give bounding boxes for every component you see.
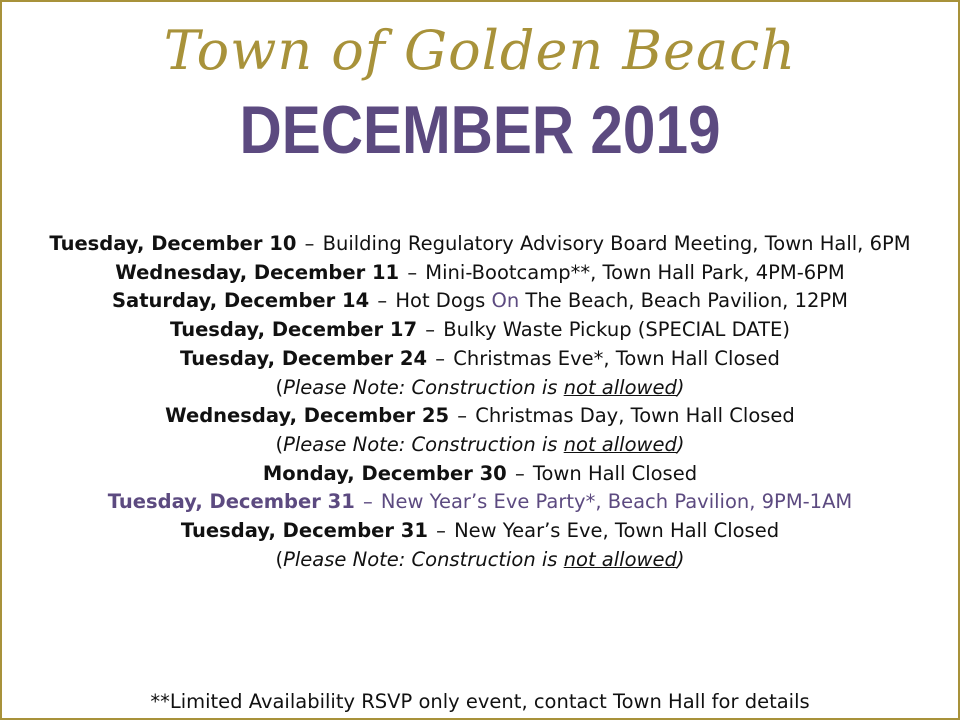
note-underlined: not allowed: [563, 432, 677, 456]
event-description: Christmas Day, Town Hall Closed: [475, 404, 795, 428]
event-line: [2, 460, 958, 489]
event-dash: –: [425, 318, 436, 342]
note-underlined: not allowed: [563, 547, 677, 571]
note-text: Please Note: Construction is: [283, 547, 564, 571]
event-day: Saturday, December 14: [112, 289, 370, 313]
note-close-paren: ): [676, 432, 685, 456]
event-description: New Year’s Eve Party*, Beach Pavilion, 9PM-1AM: [380, 490, 853, 514]
note-open-paren: (: [275, 375, 284, 399]
event-description: New Year’s Eve, Town Hall Closed: [454, 519, 780, 543]
event-description: Mini-Bootcamp**, Town Hall Park, 4PM-6PM: [425, 260, 845, 284]
event-line: [2, 259, 958, 288]
event-dash: –: [362, 490, 373, 514]
event-dash: –: [435, 346, 446, 370]
event-day: Tuesday, December 31: [180, 519, 428, 543]
note-open-paren: (: [275, 432, 284, 456]
event-description: Town Hall Closed: [532, 461, 698, 485]
event-dash: –: [436, 519, 446, 543]
note-close-paren: ): [676, 547, 685, 571]
month-title: DECEMBER 2019: [239, 92, 721, 168]
event-line: [2, 230, 958, 259]
event-day: Tuesday, December 24: [180, 346, 428, 370]
event-dash: –: [457, 404, 467, 428]
event-list: [2, 230, 958, 574]
event-line: [2, 345, 958, 374]
event-description-part: The Beach, Beach Pavilion, 12PM: [519, 289, 848, 313]
footnote: **Limited Availability RSVP only event, contact Town Hall for details: [150, 690, 810, 713]
construction-note: [2, 431, 958, 460]
event-dash: –: [304, 232, 315, 255]
event-line: [2, 316, 958, 345]
event-description: Bulky Waste Pickup (SPECIAL DATE): [443, 318, 790, 342]
event-description-part: Hot Dogs: [395, 289, 492, 313]
event-day: Tuesday, December 17: [170, 318, 418, 342]
event-description: Building Regulatory Advisory Board Meeting, Town Hall, 6PM: [322, 232, 911, 255]
construction-note: [2, 546, 958, 575]
event-line: [2, 517, 958, 546]
note-underlined: not allowed: [563, 375, 677, 399]
event-dash: –: [407, 260, 418, 284]
event-day: Monday, December 30: [262, 461, 507, 485]
note-open-paren: (: [275, 547, 284, 571]
event-line-highlighted: [2, 488, 958, 517]
note-text: Please Note: Construction is: [283, 432, 564, 456]
note-text: Please Note: Construction is: [283, 375, 564, 399]
event-dash: –: [514, 461, 525, 485]
event-day: Wednesday, December 11: [115, 260, 400, 284]
event-dash: –: [377, 289, 388, 313]
event-day: Wednesday, December 25: [165, 404, 450, 428]
event-line: [2, 287, 958, 316]
town-title: Town of Golden Beach: [163, 19, 797, 82]
event-description-accent: On: [491, 289, 520, 313]
event-description: Christmas Eve*, Town Hall Closed: [453, 346, 780, 370]
event-day: Tuesday, December 31: [107, 490, 355, 514]
event-day: Tuesday, December 10: [49, 232, 297, 255]
note-close-paren: ): [676, 375, 685, 399]
construction-note: [2, 374, 958, 403]
event-line: [2, 402, 958, 431]
